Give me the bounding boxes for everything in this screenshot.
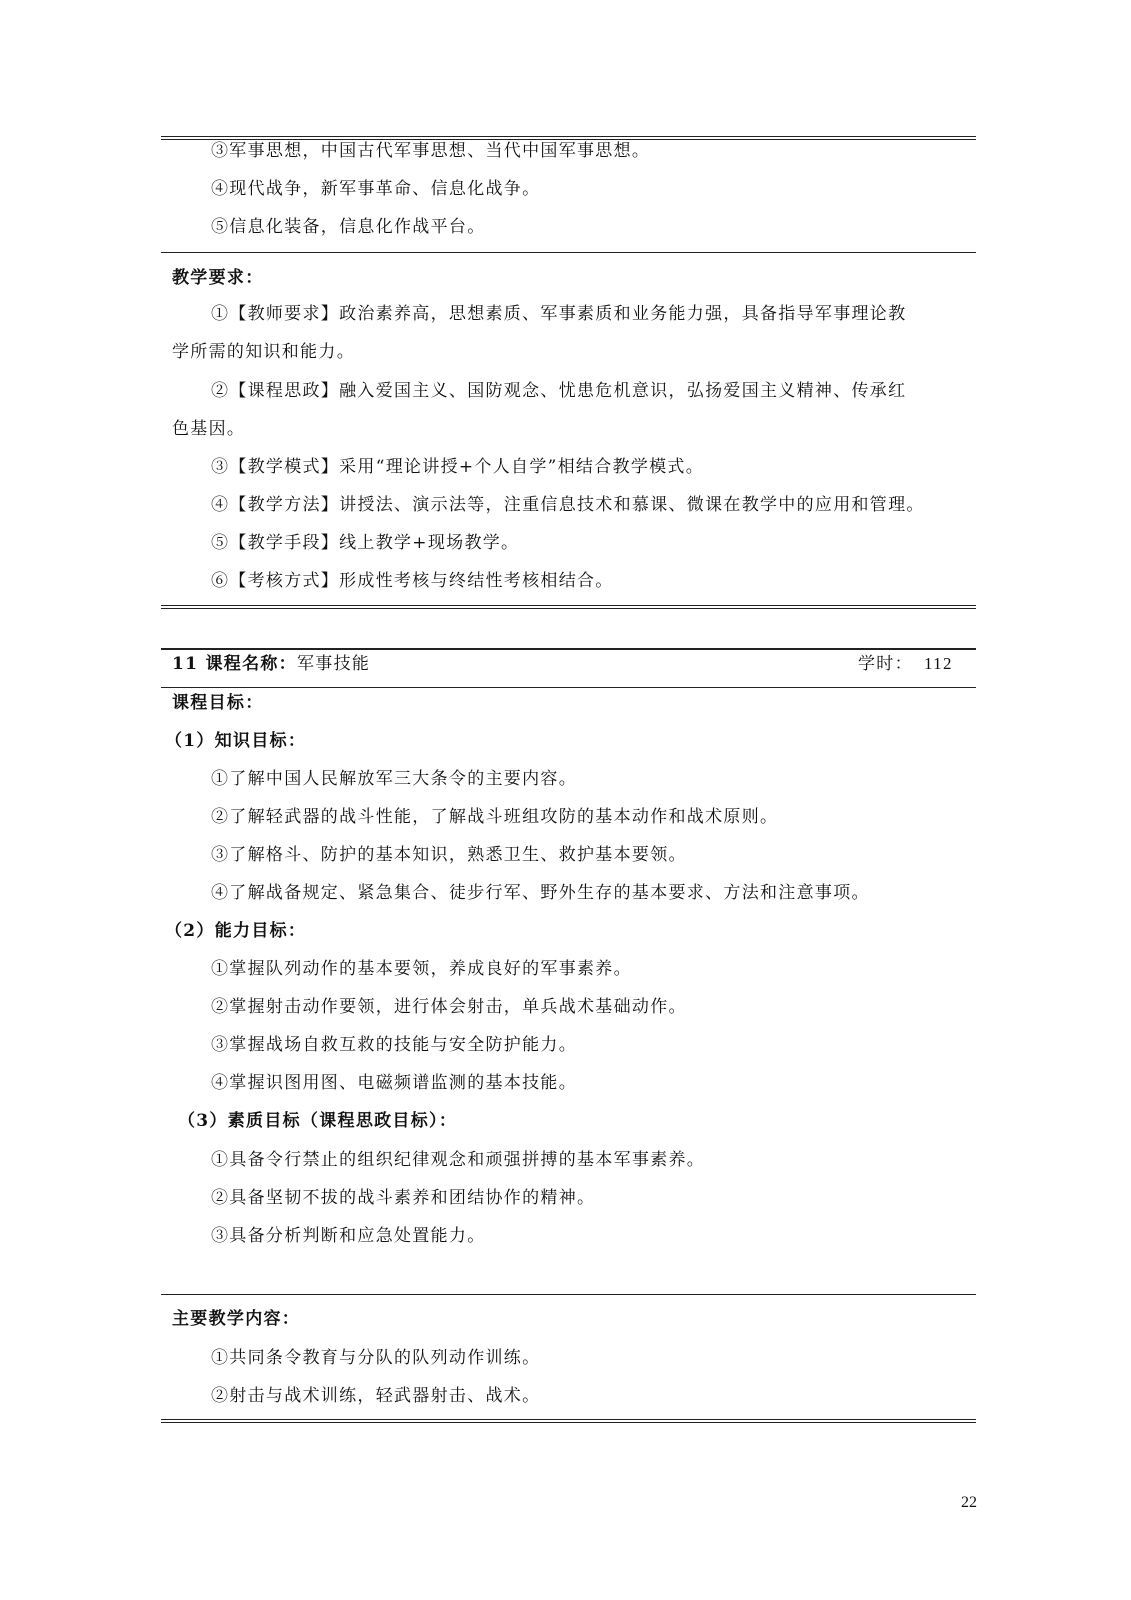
section-divider <box>161 252 976 253</box>
requirement-item-cont: 色基因。 <box>172 419 246 439</box>
requirement-item-cont: 学所需的知识和能力。 <box>172 342 355 362</box>
content-top-rule <box>161 1294 976 1295</box>
content-item: ④现代战争，新军事革命、信息化战争。 <box>211 179 541 199</box>
requirements-heading: 教学要求： <box>172 268 264 288</box>
requirement-item: ②【课程思政】融入爱国主义、国防观念、忧患危机意识，弘扬爱国主义精神、传承红 <box>211 381 907 401</box>
course-title-row <box>172 654 370 674</box>
section-end-rule <box>161 605 976 609</box>
knowledge-heading: （1）知识目标： <box>165 731 307 751</box>
knowledge-item: ③了解格斗、防护的基本知识，熟悉卫生、救护基本要领。 <box>211 845 687 865</box>
content-item: ②射击与战术训练，轻武器射击、战术。 <box>211 1386 541 1406</box>
content-item: ⑤信息化装备，信息化作战平台。 <box>211 217 486 237</box>
course-hours-value: 112 <box>924 654 953 673</box>
quality-item: ②具备坚韧不拔的战斗素养和团结协作的精神。 <box>211 1188 596 1208</box>
requirement-item: ③【教学模式】采用“理论讲授+个人自学”相结合教学模式。 <box>211 457 705 477</box>
ability-item: ①掌握队列动作的基本要领，养成良好的军事素养。 <box>211 959 632 979</box>
ability-item: ②掌握射击动作要领，进行体会射击，单兵战术基础动作。 <box>211 997 687 1017</box>
course-name: 军事技能 <box>296 654 371 674</box>
content-heading: 主要教学内容： <box>172 1309 301 1329</box>
knowledge-item: ②了解轻武器的战斗性能，了解战斗班组攻防的基本动作和战术原则。 <box>211 807 779 827</box>
content-item: ③军事思想，中国古代军事思想、当代中国军事思想。 <box>211 141 651 161</box>
ability-item: ④掌握识图用图、电磁频谱监测的基本技能。 <box>211 1073 577 1093</box>
quality-item: ①具备令行禁止的组织纪律观念和顽强拼搏的基本军事素养。 <box>211 1150 706 1170</box>
quality-item: ③具备分析判断和应急处置能力。 <box>211 1226 486 1246</box>
course-hours-label: 学时： <box>858 654 913 674</box>
requirement-item: ⑤【教学手段】线上教学+现场教学。 <box>211 533 520 553</box>
bottom-rule <box>161 1419 976 1423</box>
goals-heading: 课程目标： <box>172 693 264 713</box>
knowledge-item: ①了解中国人民解放军三大条令的主要内容。 <box>211 769 577 789</box>
quality-heading: （3）素质目标（课程思政目标）： <box>178 1111 458 1131</box>
ability-item: ③掌握战场自救互救的技能与安全防护能力。 <box>211 1035 577 1055</box>
requirement-item: ④【教学方法】讲授法、演示法等，注重信息技术和慕课、微课在教学中的应用和管理。 <box>211 495 925 515</box>
course-top-rule <box>161 648 976 650</box>
requirement-item: ⑥【考核方式】形成性考核与终结性考核相结合。 <box>211 571 614 591</box>
page-number: 22 <box>961 1494 977 1511</box>
top-rule <box>161 136 976 140</box>
knowledge-item: ④了解战备规定、紧急集合、徒步行军、野外生存的基本要求、方法和注意事项。 <box>211 883 870 903</box>
content-item: ①共同条令教育与分队的队列动作训练。 <box>211 1348 541 1368</box>
requirement-item: ①【教师要求】政治素养高，思想素质、军事素质和业务能力强，具备指导军事理论教 <box>211 304 907 324</box>
course-number-label: 11 课程名称： <box>172 654 297 674</box>
course-title-divider <box>161 687 976 688</box>
ability-heading: （2）能力目标： <box>165 921 307 941</box>
